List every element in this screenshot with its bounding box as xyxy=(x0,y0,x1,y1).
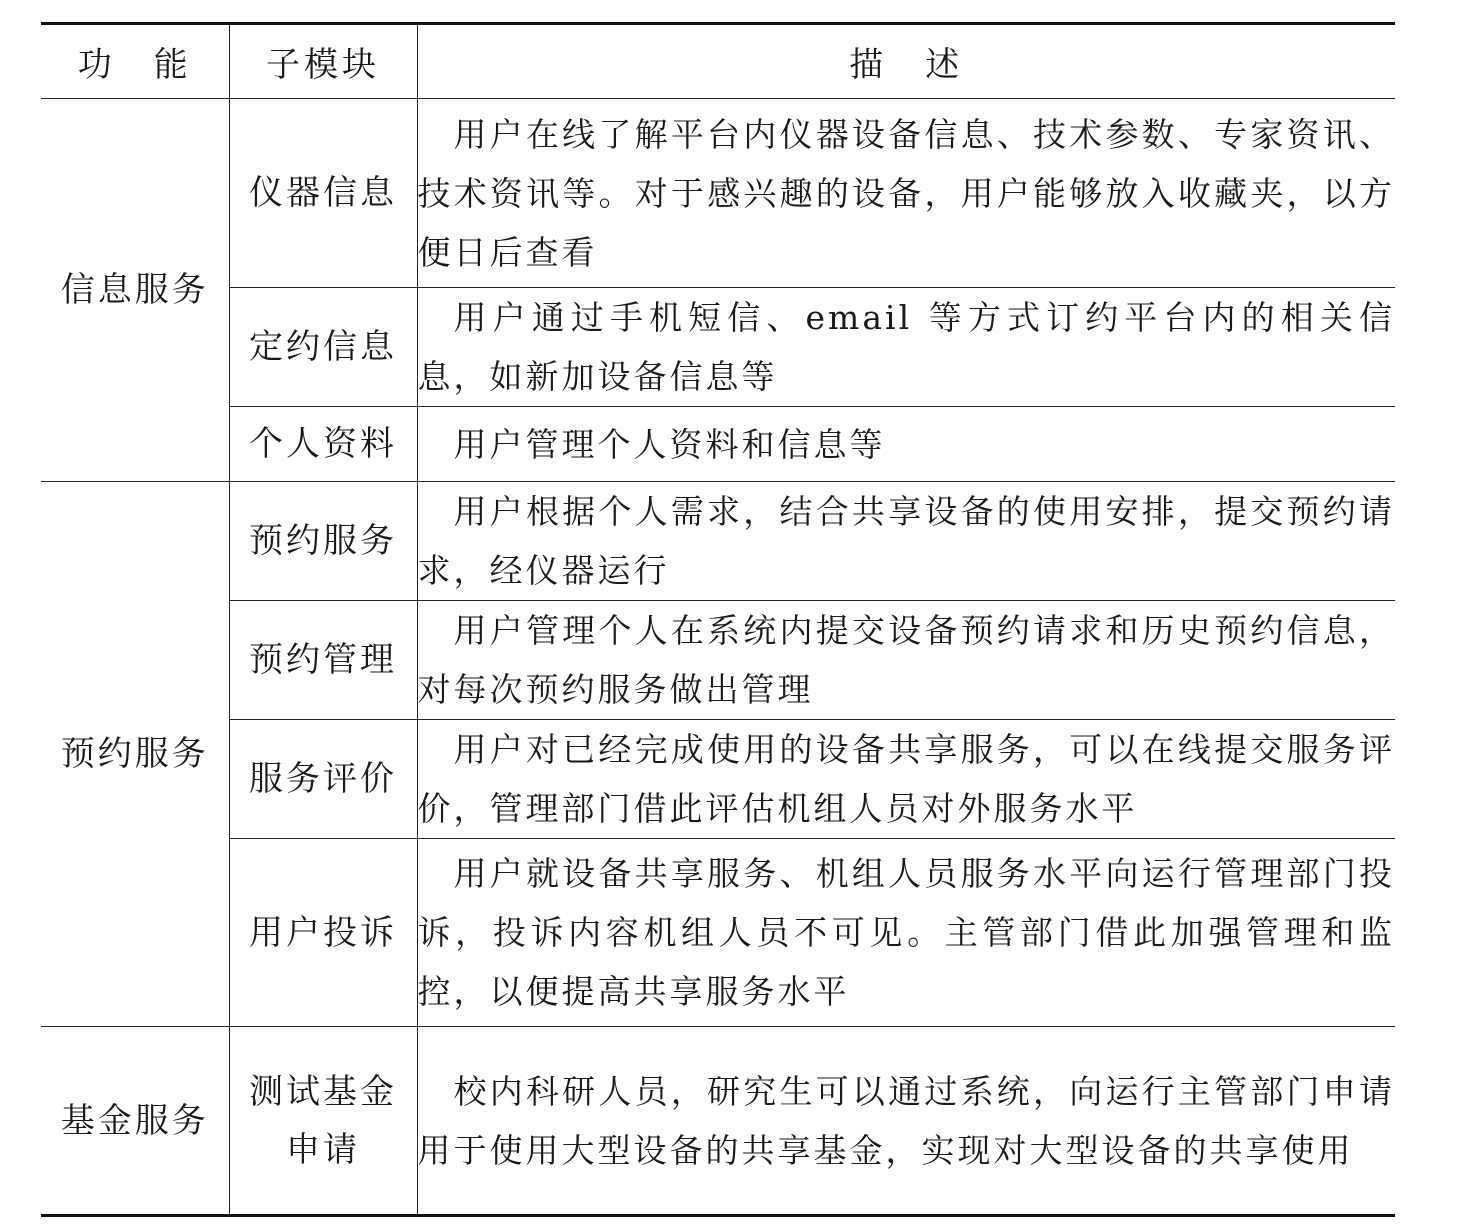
description-cell xyxy=(417,99,1395,288)
description-cell xyxy=(417,601,1395,720)
description-text: 校内科研人员，研究生可以通过系统，向运行主管部门申请用于使用大型设备的共享基金，实现对大型设备的共享使用 xyxy=(417,1071,1395,1170)
description-text: 用户通过手机短信、email 等方式订约平台内的相关信息，如新加设备信息等 xyxy=(417,298,1395,396)
description-text: 用户就设备共享服务、机组人员服务水平向运行管理部门投诉，投诉内容机组人员不可见。主管部门借此加强管理和监控，以便提高共享服务水平 xyxy=(417,854,1395,1011)
description-cell xyxy=(417,720,1395,839)
description-cell xyxy=(417,407,1395,482)
function-table xyxy=(41,22,1395,1217)
submodule-cell: 仪器信息 xyxy=(229,99,417,288)
submodule-cell: 预约服务 xyxy=(229,482,417,601)
table-row xyxy=(41,288,1395,407)
table-row xyxy=(41,720,1395,839)
submodule-cell: 测试基金申请 xyxy=(229,1027,417,1216)
function-cell: 基金服务 xyxy=(41,1027,229,1216)
description-text: 用户在线了解平台内仪器设备信息、技术参数、专家资讯、技术资讯等。对于感兴趣的设备，用户能够放入收藏夹，以方便日后查看 xyxy=(417,114,1395,272)
table-row xyxy=(41,839,1395,1027)
description-text: 用户管理个人资料和信息等 xyxy=(453,424,886,464)
header-description: 描 述 xyxy=(417,24,1395,99)
table-row xyxy=(41,482,1395,601)
description-text: 用户根据个人需求，结合共享设备的使用安排，提交预约请求，经仪器运行 xyxy=(417,492,1395,590)
table-row xyxy=(41,1027,1395,1216)
header-submodule: 子模块 xyxy=(229,24,417,99)
table-row xyxy=(41,407,1395,482)
description-cell xyxy=(417,839,1395,1027)
table-row xyxy=(41,601,1395,720)
submodule-cell: 定约信息 xyxy=(229,288,417,407)
description-cell xyxy=(417,288,1395,407)
submodule-cell: 用户投诉 xyxy=(229,839,417,1027)
description-cell xyxy=(417,482,1395,601)
description-cell xyxy=(417,1027,1395,1216)
submodule-cell: 预约管理 xyxy=(229,601,417,720)
function-cell: 预约服务 xyxy=(41,482,229,1027)
submodule-cell: 服务评价 xyxy=(229,720,417,839)
description-text: 用户管理个人在系统内提交设备预约请求和历史预约信息，对每次预约服务做出管理 xyxy=(417,611,1395,709)
table-row xyxy=(41,99,1395,288)
header-function: 功 能 xyxy=(41,24,229,99)
submodule-cell: 个人资料 xyxy=(229,407,417,482)
function-cell: 信息服务 xyxy=(41,99,229,482)
header-row xyxy=(41,24,1395,99)
description-text: 用户对已经完成使用的设备共享服务，可以在线提交服务评价，管理部门借此评估机组人员对外服务水平 xyxy=(417,730,1395,828)
